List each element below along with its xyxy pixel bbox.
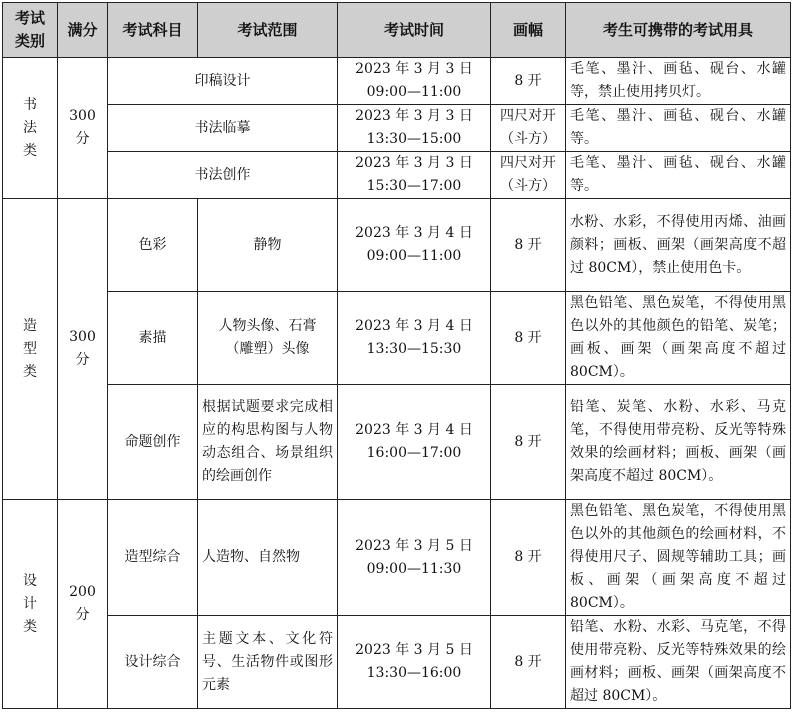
tools-cell: 黑色铅笔、黑色炭笔，不得使用黑色以外的其他颜色的绘画材料，不得使用尺子、圆规等辅助工具；画板、画架（画架高度不超过 80CM）。 xyxy=(566,500,791,616)
scope-cell: 人造物、自然物 xyxy=(198,500,338,616)
score-cell: 300 分 xyxy=(58,58,108,199)
size-cell: 8 开 xyxy=(491,58,566,105)
header-row xyxy=(3,3,791,58)
score-cell: 300 分 xyxy=(58,199,108,500)
table-row xyxy=(3,500,791,616)
subject-cell: 色彩 xyxy=(108,199,198,292)
scope-cell: 静物 xyxy=(198,199,338,292)
subject-cell: 素描 xyxy=(108,292,198,385)
score-cell: 200 分 xyxy=(58,500,108,709)
size-cell: 四尺对开 （斗方） xyxy=(491,152,566,199)
header-scope: 考试范围 xyxy=(198,3,338,58)
header-time: 考试时间 xyxy=(338,3,491,58)
subject-cell: 书法临摹 xyxy=(108,105,338,152)
time-cell: 2023 年 3 月 5 日 09:00—11:30 xyxy=(338,500,491,616)
time-cell: 2023 年 3 月 4 日 13:30—15:30 xyxy=(338,292,491,385)
header-tools: 考生可携带的考试用具 xyxy=(566,3,791,58)
size-cell: 8 开 xyxy=(491,500,566,616)
table-row xyxy=(3,616,791,709)
exam-schedule xyxy=(2,2,791,709)
tools-cell: 黑色铅笔、黑色炭笔，不得使用黑色以外的其他颜色的铅笔、炭笔；画板、画架（画架高度不超过 80CM）。 xyxy=(566,292,791,385)
time-cell: 2023 年 3 月 3 日 15:30—17:00 xyxy=(338,152,491,199)
tools-cell: 水粉、水彩，不得使用丙烯、油画颜料；画板、画架（画架高度不超过 80CM），禁止使用色卡。 xyxy=(566,199,791,292)
subject-cell: 命题创作 xyxy=(108,385,198,500)
subject-cell: 设计综合 xyxy=(108,616,198,709)
scope-cell: 根据试题要求完成相应的构思构图与人物动态组合、场景组织的绘画创作 xyxy=(198,385,338,500)
tools-cell: 铅笔、炭笔、水粉、水彩、马克笔，不得使用带亮粉、反光等特殊效果的绘画材料；画板、画架（画架高度不超过 80CM）。 xyxy=(566,385,791,500)
table-row xyxy=(3,152,791,199)
time-cell: 2023 年 3 月 4 日 16:00—17:00 xyxy=(338,385,491,500)
tools-cell: 铅笔、水粉、水彩、马克笔，不得使用带亮粉、反光等特殊效果的绘画材料；画板、画架（画架高度不超过 80CM）。 xyxy=(566,616,791,709)
table-row xyxy=(3,58,791,105)
subject-cell: 书法创作 xyxy=(108,152,338,199)
time-cell: 2023 年 3 月 3 日 13:30—15:00 xyxy=(338,105,491,152)
table-row xyxy=(3,292,791,385)
scope-cell: 主题文本、文化符号、生活物件或图形元素 xyxy=(198,616,338,709)
header-full-score: 满分 xyxy=(58,3,108,58)
scope-cell: 人物头像、石膏 （雕塑）头像 xyxy=(198,292,338,385)
subject-cell: 印稿设计 xyxy=(108,58,338,105)
header-subject: 考试科目 xyxy=(108,3,198,58)
table-row xyxy=(3,199,791,292)
size-cell: 8 开 xyxy=(491,199,566,292)
size-cell: 四尺对开 （斗方） xyxy=(491,105,566,152)
category-cell: 设 计 类 xyxy=(3,500,58,709)
size-cell: 8 开 xyxy=(491,385,566,500)
time-cell: 2023 年 3 月 3 日 09:00—11:00 xyxy=(338,58,491,105)
category-cell: 造 型 类 xyxy=(3,199,58,500)
table-row xyxy=(3,105,791,152)
table-row xyxy=(3,385,791,500)
header-size: 画幅 xyxy=(491,3,566,58)
tools-cell: 毛笔、墨汁、画毡、砚台、水罐等。 xyxy=(566,105,791,152)
size-cell: 8 开 xyxy=(491,292,566,385)
time-cell: 2023 年 3 月 4 日 09:00—11:00 xyxy=(338,199,491,292)
size-cell: 8 开 xyxy=(491,616,566,709)
category-cell: 书 法 类 xyxy=(3,58,58,199)
tools-cell: 毛笔、墨汁、画毡、砚台、水罐等，禁止使用拷贝灯。 xyxy=(566,58,791,105)
tools-cell: 毛笔、墨汁、画毡、砚台、水罐等。 xyxy=(566,152,791,199)
exam-table xyxy=(2,2,791,709)
header-category: 考试 类别 xyxy=(3,3,58,58)
time-cell: 2023 年 3 月 5 日 13:30—16:00 xyxy=(338,616,491,709)
subject-cell: 造型综合 xyxy=(108,500,198,616)
